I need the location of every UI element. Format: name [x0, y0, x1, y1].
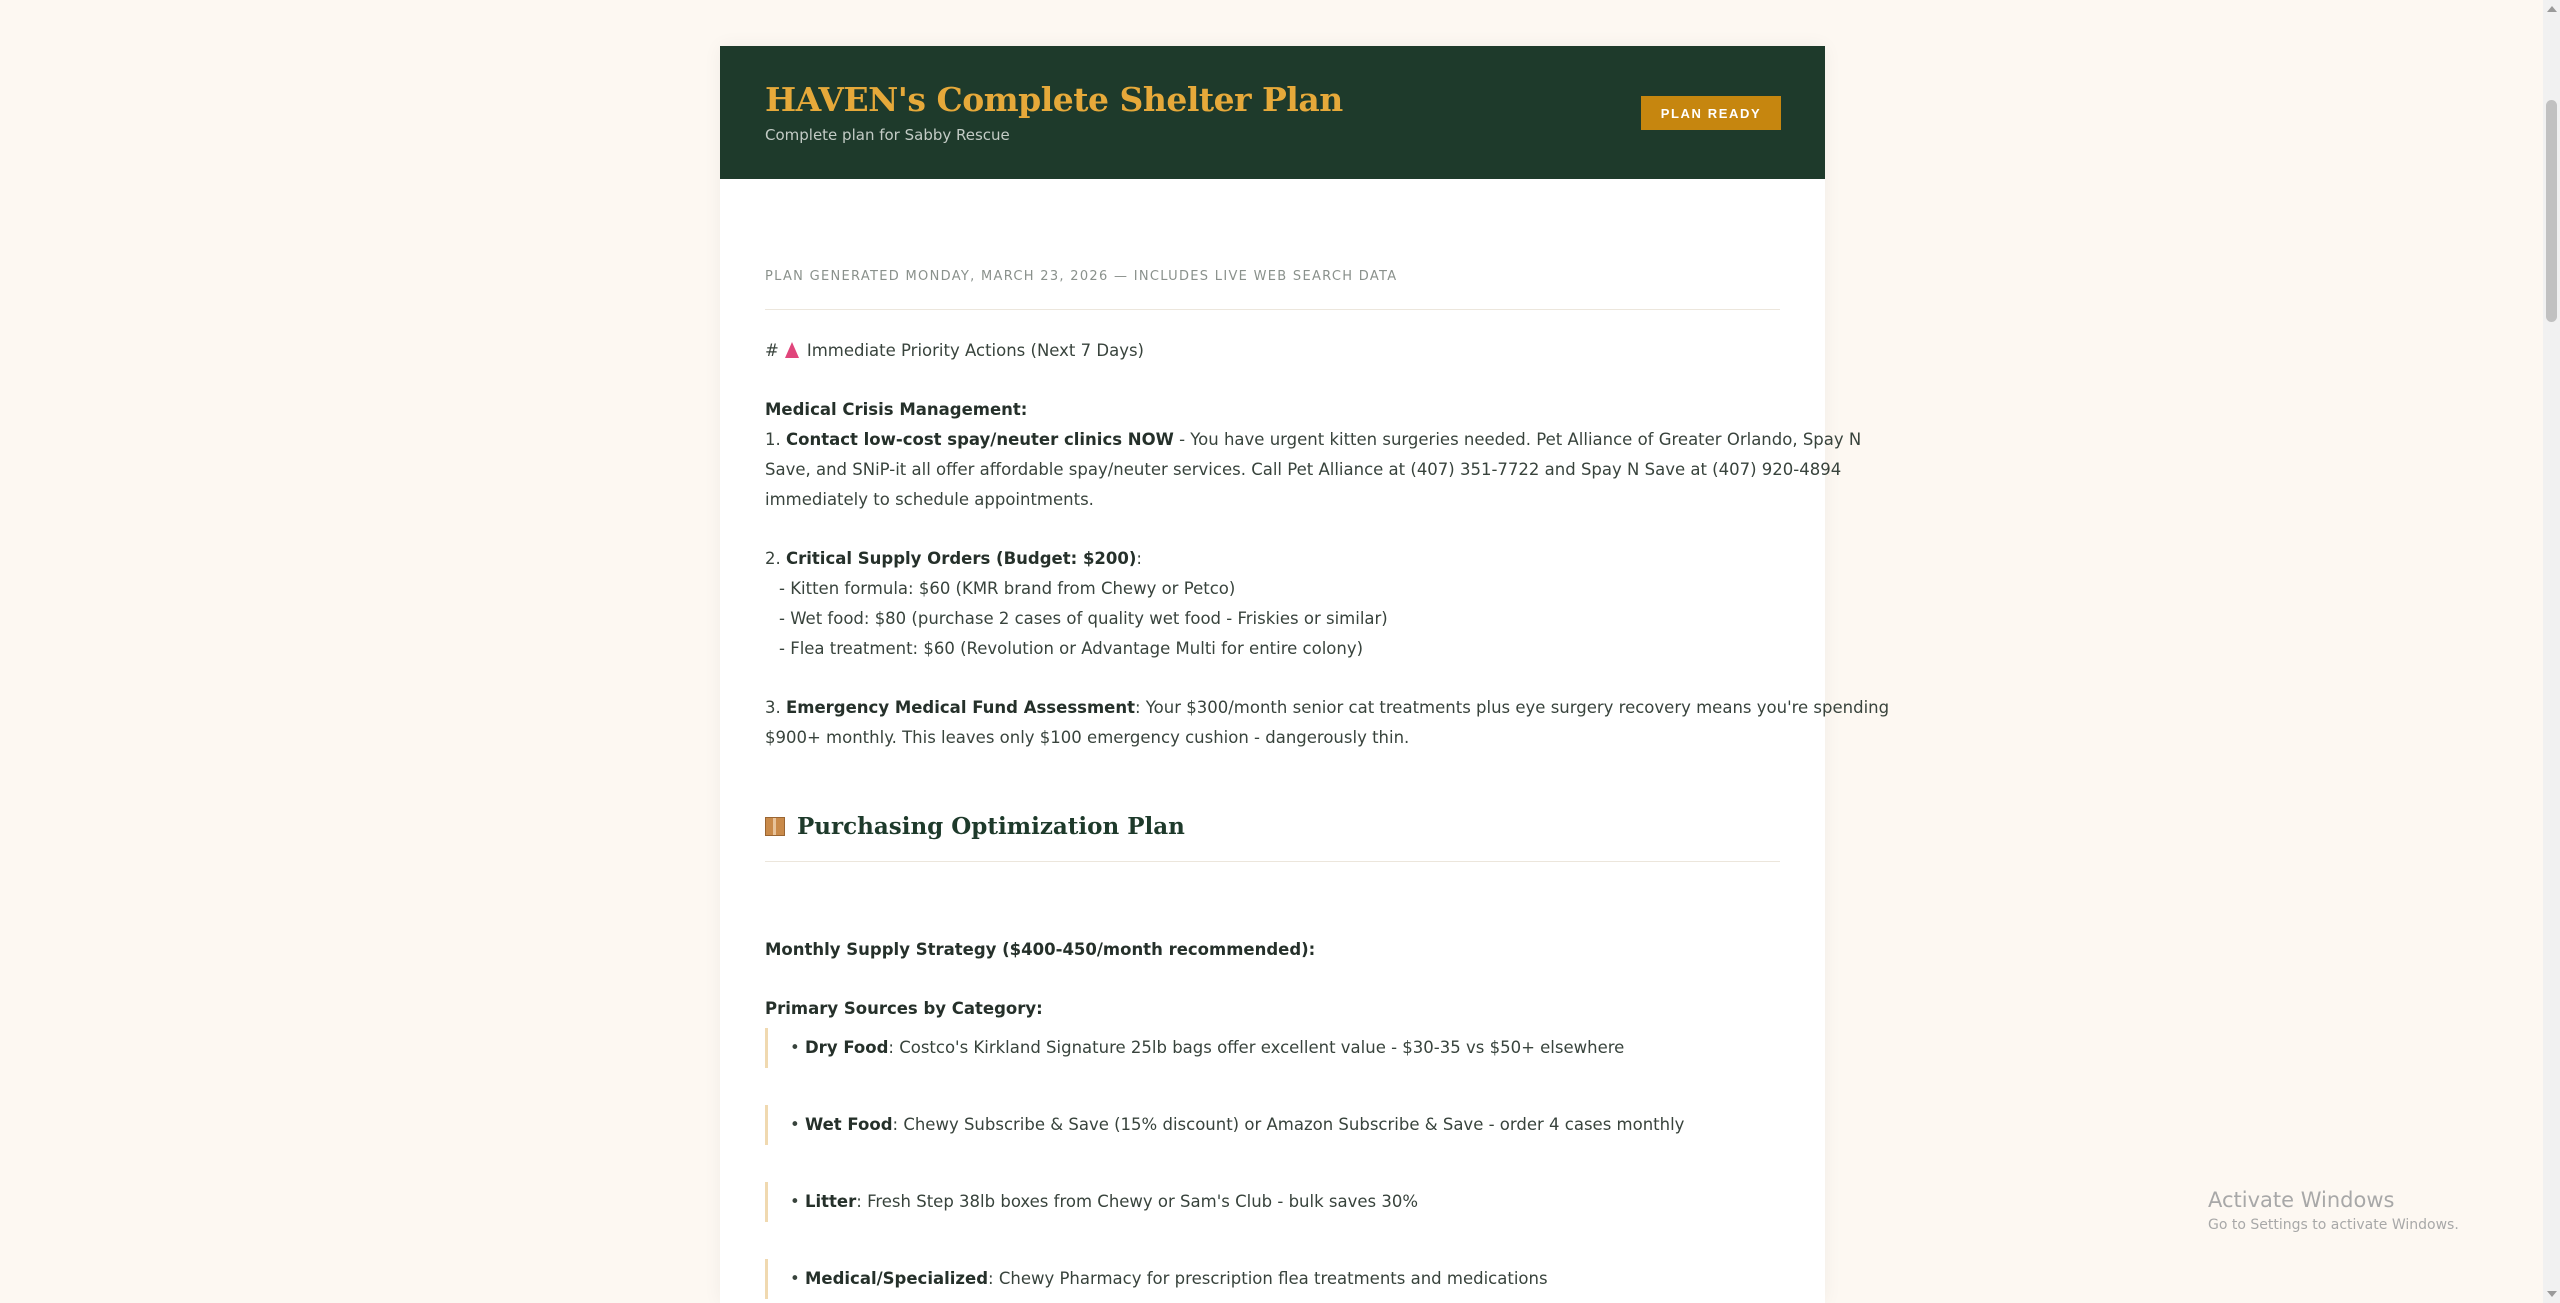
heading-hash: #: [765, 341, 779, 360]
divider: [765, 861, 1780, 862]
item-suffix: :: [1136, 549, 1142, 568]
item-title: Emergency Medical Fund Assessment: [786, 698, 1135, 717]
item-number: 3.: [765, 698, 781, 717]
source-item-dry-food: [765, 1028, 1783, 1068]
section-title: Purchasing Optimization Plan: [797, 813, 1185, 840]
source-text: : Costco's Kirkland Signature 25lb bags offer excellent value - $30-35 vs $50+ elsewhere: [888, 1038, 1625, 1057]
plan-page: [720, 46, 1890, 1303]
source-text: : Chewy Pharmacy for prescription flea treatments and medications: [988, 1269, 1548, 1288]
source-item-wet-food: [765, 1105, 1783, 1145]
action-item-3: [765, 693, 1890, 723]
item-title: Contact low-cost spay/neuter clinics NOW: [786, 430, 1174, 449]
bullet: •: [790, 1269, 800, 1288]
monthly-strategy-label: Monthly Supply Strategy ($400-450/month recommended):: [765, 940, 1316, 959]
bullet: •: [790, 1115, 800, 1134]
item-title: Critical Supply Orders (Budget: $200): [786, 549, 1137, 568]
item-number: 2.: [765, 549, 781, 568]
plan-meta: PLAN GENERATED MONDAY, MARCH 23, 2026 — INCLUDES LIVE WEB SEARCH DATA: [765, 269, 1398, 284]
source-text: : Fresh Step 38lb boxes from Chewy or Sam's Club - bulk saves 30%: [856, 1192, 1419, 1211]
source-label: Wet Food: [804, 1115, 893, 1134]
source-item-litter: [765, 1182, 1783, 1222]
source-item-medical: [765, 1259, 1783, 1299]
package-icon: [765, 817, 785, 836]
item-number: 1.: [765, 430, 781, 449]
party-popper-icon: [785, 342, 799, 358]
source-label: Medical/Specialized: [804, 1269, 989, 1288]
priority-heading: [765, 336, 1780, 366]
item-text: - You have urgent kitten surgeries needed. Pet Alliance of Greater Orlando, Spay N: [1173, 430, 1862, 449]
priority-heading-text: Immediate Priority Actions (Next 7 Days): [806, 341, 1144, 360]
page-title: HAVEN's Complete Shelter Plan: [765, 80, 1343, 119]
scroll-up-arrow-icon[interactable]: [2547, 6, 2557, 12]
medical-crisis-label: Medical Crisis Management:: [765, 400, 1028, 419]
item-text: : Your $300/month senior cat treatments plus eye surgery recovery means you're spending: [1134, 698, 1890, 717]
supply-line: - Flea treatment: $60 (Revolution or Advantage Multi for entire colony): [779, 639, 1364, 658]
action-item-1: [765, 425, 1862, 455]
action-item-1-line3: immediately to schedule appointments.: [765, 490, 1094, 509]
action-item-1-line2: Save, and SNiP-it all offer affordable spay/neuter services. Call Pet Alliance at (407) 351-7722 and Spay N Save at (407) 920-4894: [765, 460, 1842, 479]
page-subtitle: Complete plan for Sabby Rescue: [765, 126, 1010, 144]
scroll-down-arrow-icon[interactable]: [2547, 1291, 2557, 1297]
divider: [765, 309, 1780, 310]
section-heading-purchasing: [765, 813, 1185, 840]
action-item-3-line2: $900+ monthly. This leaves only $100 emergency cushion - dangerously thin.: [765, 728, 1410, 747]
supply-line: - Kitten formula: $60 (KMR brand from Chewy or Petco): [779, 579, 1236, 598]
plan-ready-button[interactable]: PLAN READY: [1641, 96, 1781, 130]
source-text: : Chewy Subscribe & Save (15% discount) or Amazon Subscribe & Save - order 4 cases monthly: [892, 1115, 1685, 1134]
primary-sources-label: Primary Sources by Category:: [765, 999, 1043, 1018]
supply-line: - Wet food: $80 (purchase 2 cases of quality wet food - Friskies or similar): [779, 609, 1388, 628]
action-item-2: [765, 544, 1780, 574]
vertical-scrollbar[interactable]: [2543, 0, 2560, 1303]
source-label: Dry Food: [804, 1038, 889, 1057]
plan-header: [720, 46, 1825, 179]
activate-windows-title: Activate Windows: [2208, 1188, 2395, 1212]
bullet: •: [790, 1192, 800, 1211]
source-label: Litter: [804, 1192, 857, 1211]
bullet: •: [790, 1038, 800, 1057]
activate-windows-subtitle: Go to Settings to activate Windows.: [2208, 1217, 2459, 1233]
scroll-thumb[interactable]: [2546, 100, 2557, 322]
